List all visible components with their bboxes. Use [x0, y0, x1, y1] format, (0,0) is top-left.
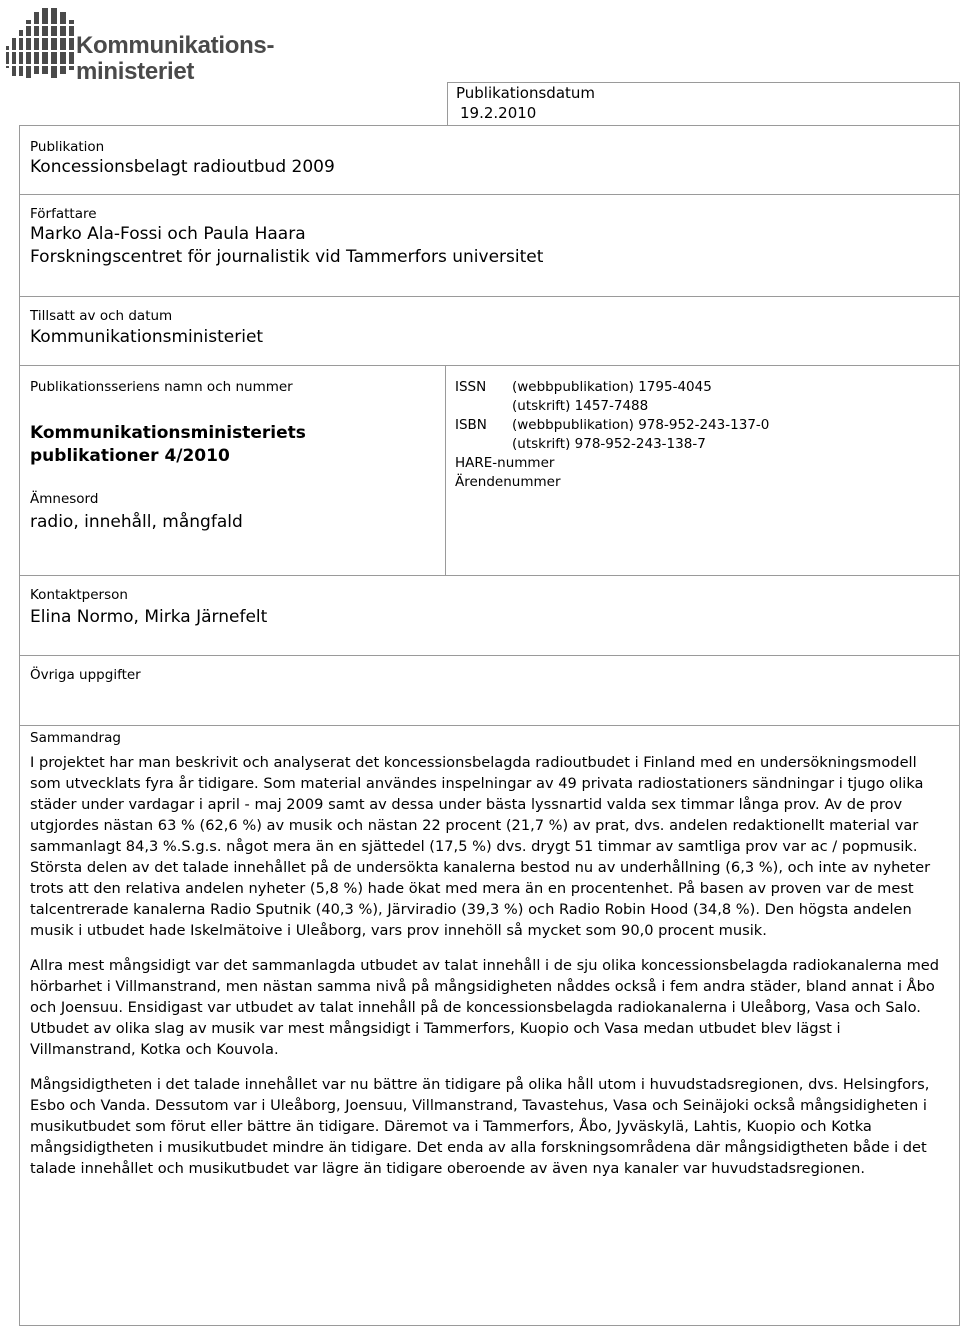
summary-body — [30, 752, 948, 1193]
publication-label: Publikation — [30, 139, 105, 155]
logo-text-line2: ministeriet — [76, 58, 195, 85]
publication-date-value: 19.2.2010 — [460, 104, 537, 122]
divider — [19, 194, 960, 195]
divider — [19, 365, 960, 366]
authors-affiliation: Forskningscentret för journalistik vid Tammerfors universitet — [30, 247, 544, 267]
logo-text-line1: Kommunikations- — [76, 32, 275, 59]
authors-names: Marko Ala-Fossi och Paula Haara — [30, 224, 306, 244]
series-name-line1: Kommunikationsministeriets — [30, 423, 306, 443]
publication-title: Koncessionsbelagt radioutbud 2009 — [30, 157, 335, 177]
keywords-value: radio, innehåll, mångfald — [30, 512, 243, 532]
logo-mark-icon — [4, 6, 76, 88]
summary-paragraph-3: Mångsidigtheten i det talade innehållet var nu bättre än tidigare på olika håll utom i huvudstadsregionen, dvs. Helsingfors, Esbo och Vanda. Dessutom var i Uleåborg, Joensuu, Villmanstrand, Tavastehus, Vasa och Seinäjoki också mångsidigheten i musikutbudet som förut eller bättre än tidigare. Däremot va i Tammerfors, Åbo, Jyväskylä, Lahtis, Kuopio och Kotka mångsidigtheten i musikutbudet mindre än tidigare. Det enda av alla forskningsområdena där mångsidigtheten både i det talade innehållet och musikutbudet var lägre än tidigare oberoende av även nya kanaler var huvudstadsregionen. — [30, 1076, 930, 1177]
series-label: Publikationsseriens namn och nummer — [30, 379, 293, 395]
issn-print: (utskrift) 1457-7488 — [512, 398, 649, 414]
column-divider — [445, 365, 446, 575]
series-name-line2: publikationer 4/2010 — [30, 446, 230, 466]
isbn-label: ISBN — [455, 417, 487, 433]
summary-paragraph-1: I projektet har man beskrivit och analyserat det koncessionsbelagda radioutbudet i Finland med en undersökningsmodell som utvecklats fyra år tidigare. Som material användes inspelningar av 49 privata radiostationers sändningar i tjugo olika städer under vardagar i april - maj 2009 samt av dessa under bästa lyssnartid valda sex timmar långa prov. Av de prov utgjordes nästan 63 % (62,6 %) av musik och nästan 22 procent (21,7 %) av prat, dvs. andelen redaktionellt material var sammanlagt 84,3 %.S.g.s. något mera än en sjättedel (17,5 %) dvs. drygt 51 timmar av samtliga prov var ac / popmusik. Största delen av det talade innehållet på de undersökta kanalerna bestod nu av underhållning (6,3 %), och inte av nyheter trots att den relativa andelen nyheter (5,8 %) hade ökat med mera än en procentenhet. På basen av proven var de mest talcentrerade kanalerna Radio Sputnik (40,3 %), Järviradio (39,3 %) och Radio Robin Hood (34,8 %). Den högsta andelen musik i utbudet hade Iskelmätoive i Uleåborg, vars prov innehöll så mycket som 90,0 procent musik. — [30, 754, 931, 939]
divider — [19, 575, 960, 576]
contact-label: Kontaktperson — [30, 587, 128, 603]
contact-value: Elina Normo, Mirka Järnefelt — [30, 607, 268, 627]
divider — [19, 296, 960, 297]
other-info-label: Övriga uppgifter — [30, 667, 141, 683]
authors-label: Författare — [30, 206, 97, 222]
publication-date-box — [447, 82, 960, 126]
divider — [19, 725, 960, 726]
summary-paragraph-2: Allra mest mångsidigt var det sammanlagda utbudet av talat innehåll i de sju olika koncessionsbelagda radiokanalerna med hörbarhet i Villmanstrand, men nästan samma nivå på mångsidigheten nåddes också i fem andra städer, bland annat i Åbo och Joensuu. Ensidigast var utbudet av talat innehåll på de koncessionsbelagda radiokanalerna i Uleåborg, Vasa och Salo. Utbudet av olika slag av musik var mest mångsidigt i Tammerfors, Kuopio och Vasa medan utbudet blev lägst i Villmanstrand, Kotka och Kouvola. — [30, 957, 940, 1058]
issn-label: ISSN — [455, 379, 487, 395]
keywords-label: Ämnesord — [30, 491, 99, 507]
case-number-label: Ärendenummer — [455, 474, 561, 490]
isbn-web: (webbpublikation) 978-952-243-137-0 — [512, 417, 770, 433]
issn-web: (webbpublikation) 1795-4045 — [512, 379, 712, 395]
publication-date-label: Publikationsdatum — [456, 84, 596, 102]
commissioned-label: Tillsatt av och datum — [30, 308, 173, 324]
divider — [19, 655, 960, 656]
hare-number-label: HARE-nummer — [455, 455, 555, 471]
isbn-print: (utskrift) 978-952-243-138-7 — [512, 436, 706, 452]
summary-label: Sammandrag — [30, 730, 121, 746]
commissioned-value: Kommunikationsministeriet — [30, 327, 264, 347]
